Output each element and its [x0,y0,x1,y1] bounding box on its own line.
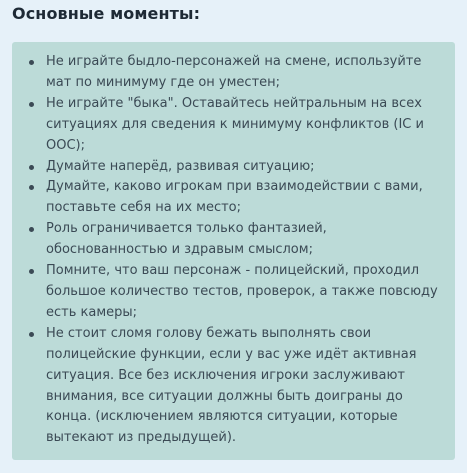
bullet-icon [29,227,34,232]
list-item-text: Роль ограничивается только фантазией, обоснованностью и здравым смыслом; [46,221,327,258]
key-points-panel [12,42,455,460]
list-item [46,177,445,219]
list-item-text: Думайте, каково игрокам при взаимодействии с вами, поставьте себя на их место; [46,179,423,216]
list-item [46,52,445,94]
bullet-icon [29,185,34,190]
list-item [46,219,445,261]
bullet-icon [29,165,34,170]
bullet-icon [29,332,34,337]
list-item-text: Не стоит сломя голову бежать выполнять свои полицейские функции, если у вас уже идёт активная ситуация. Все без исключения игроки заслуживают внимания, все ситуации должны быть доиграны до конца. (исключением являются ситуации, которые вытекают из предыдущей). [46,325,417,446]
list-item [46,94,445,157]
list-item [46,324,445,449]
list-item [46,261,445,324]
list-item-text: Думайте наперёд, развивая ситуацию; [46,158,315,174]
list-item [46,157,445,178]
bullet-icon [29,269,34,274]
bullet-icon [29,102,34,107]
list-item-text: Помните, что ваш персонаж - полицейский, проходил большое количество тестов, проверок, а также повсюду есть камеры; [46,263,438,320]
key-points-list [12,42,455,449]
section-heading: Основные моменты: [12,4,201,23]
bullet-icon [29,60,34,65]
list-item-text: Не играйте "быка". Оставайтесь нейтральным на всех ситуациях для сведения к минимуму конфликтов (IC и ООС); [46,95,424,153]
list-item-text: Не играйте быдло-персонажей на смене, используйте мат по минимуму где он уместен; [46,54,422,90]
